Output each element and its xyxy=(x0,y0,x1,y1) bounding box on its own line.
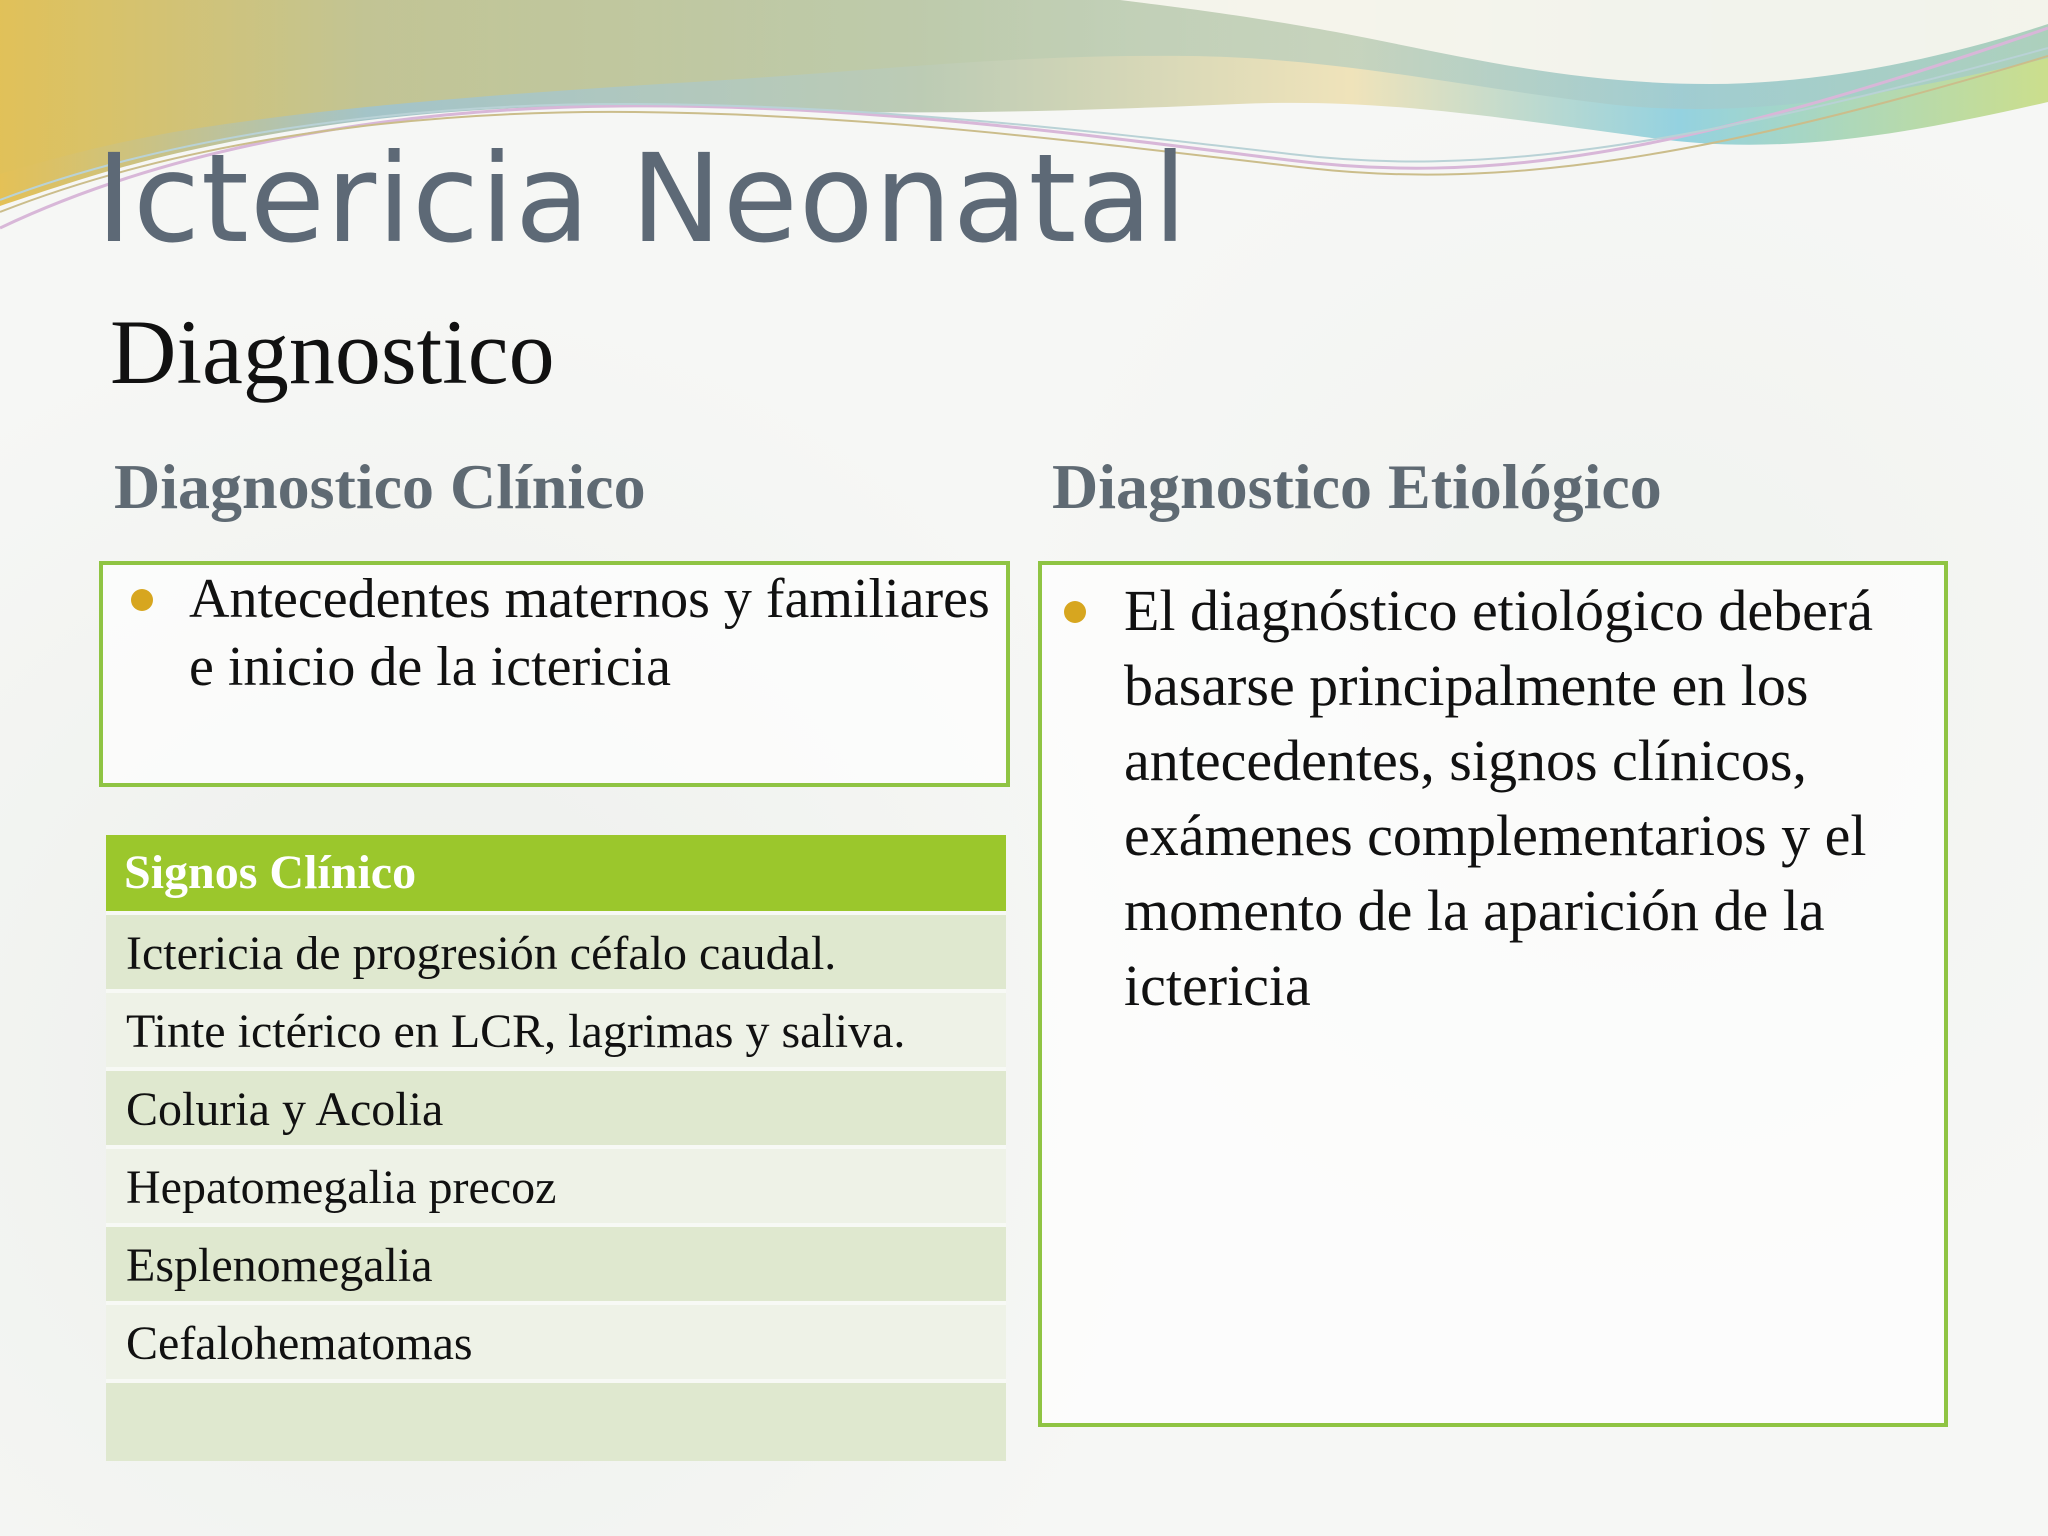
right-bullet-row xyxy=(1064,573,1924,1023)
right-summary-box xyxy=(1038,561,1948,1427)
bullet-dot-icon xyxy=(1064,601,1086,623)
right-section-title: Diagnostico Etiológico xyxy=(1052,451,1662,522)
slide-subtitle: Diagnostico xyxy=(110,301,555,403)
table-empty-row xyxy=(106,1379,1006,1461)
table-row: Esplenomegalia xyxy=(106,1223,1006,1301)
left-bullet-row xyxy=(131,565,991,701)
table-row: Coluria y Acolia xyxy=(106,1067,1006,1145)
slide-title: Ictericia Neonatal xyxy=(96,128,1189,270)
table-row: Cefalohematomas xyxy=(106,1301,1006,1379)
table-row: Tinte ictérico en LCR, lagrimas y saliva. xyxy=(106,989,1006,1067)
left-bullet-text: Antecedentes maternos y familiares e inicio de la ictericia xyxy=(189,568,990,698)
table-row: Hepatomegalia precoz xyxy=(106,1145,1006,1223)
signos-clinicos-table xyxy=(106,835,1006,1461)
table-row: Ictericia de progresión céfalo caudal. xyxy=(106,911,1006,989)
table-header: Signos Clínico xyxy=(106,835,1006,911)
right-bullet-text: El diagnóstico etiológico deberá basarse principalmente en los antecedentes, signos clínicos, exámenes complementarios y el momento de la aparición de la ictericia xyxy=(1124,578,1873,1018)
left-section-title: Diagnostico Clínico xyxy=(114,451,646,522)
bullet-dot-icon xyxy=(131,589,153,611)
left-summary-box xyxy=(99,561,1010,787)
